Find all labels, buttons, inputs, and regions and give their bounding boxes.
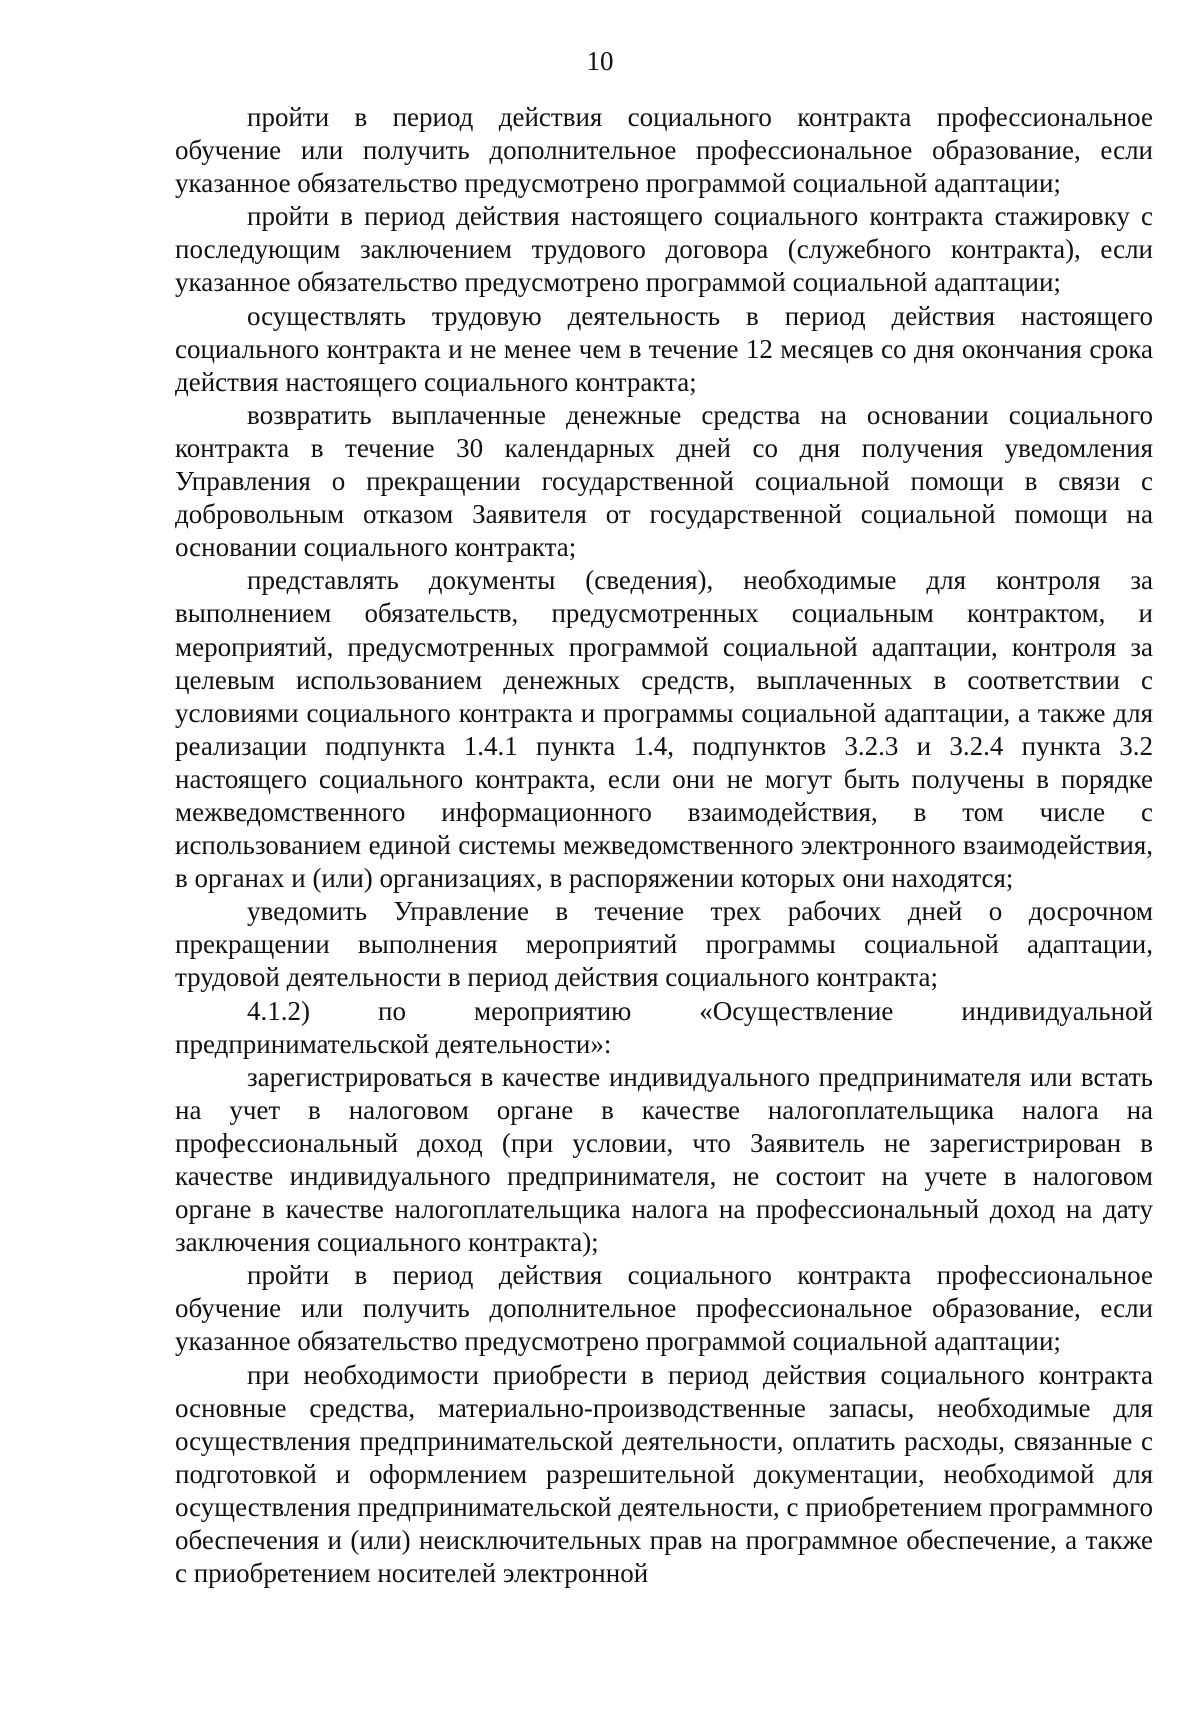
paragraph-professional-training: пройти в период действия социального контракта профессиональное обучение или получить дополнительное профессиональное образование, если указанное обязательство предусмотрено программой социальной адаптации; <box>175 102 1153 199</box>
paragraph-acquire-assets: при необходимости приобрести в период действия социального контракта основные средства, материально-производственные запасы, необходимые для осуществления предпринимательской деятельности, оплатить расходы, связанные с подготовкой и оформлением разрешительной документации, необходимой для осуществления предпринимательской деятельности, с приобретением программного обеспечения и (или) неисключительных прав на программное обеспечение, а также с приобретением носителей электронной <box>175 1359 1153 1589</box>
paragraph-register-entrepreneur: зарегистрироваться в качестве индивидуального предпринимателя или встать на учет в налоговом органе в качестве налогоплательщика налога на профессиональный доход (при условии, что Заявитель не зарегистрирован в качестве индивидуального предпринимателя, не состоит на учете в налоговом органе в качестве налогоплательщика налога на профессиональный доход на дату заключения социального контракта); <box>175 1061 1153 1258</box>
paragraph-subitem-4-1-2: 4.1.2) по мероприятию «Осуществление индивидуальной предпринимательской деятельности»: <box>175 995 1153 1059</box>
paragraph-professional-training-2: пройти в период действия социального контракта профессиональное обучение или получить дополнительное профессиональное образование, если указанное обязательство предусмотрено программой социальной адаптации; <box>175 1260 1153 1357</box>
paragraph-submit-documents: представлять документы (сведения), необходимые для контроля за выполнением обязательств, предусмотренных социальным контрактом, и мероприятий, предусмотренных программой социальной адаптации, контроля за целевым использованием денежных средств, выплаченных в соответствии с условиями социального контракта и программы социальной адаптации, а также для реализации подпункта 1.4.1 пункта 1.4, подпунктов 3.2.3 и 3.2.4 пункта 3.2 настоящего социального контракта, если они не могут быть получены в порядке межведомственного информационного взаимодействия, в том числе с использованием единой системы межведомственного электронного взаимодействия, в органах и (или) организациях, в распоряжении которых они находятся; <box>175 565 1153 894</box>
paragraph-labor-activity: осуществлять трудовую деятельность в период действия настоящего социального контракта и не менее чем в течение 12 месяцев со дня окончания срока действия настоящего социального контракта; <box>175 300 1153 397</box>
page-number: 10 <box>586 46 614 76</box>
paragraph-notify-management: уведомить Управление в течение трех рабочих дней о досрочном прекращении выполнения мероприятий программы социальной адаптации, трудовой деятельности в период действия социального контракта; <box>175 896 1153 993</box>
paragraph-return-funds: возвратить выплаченные денежные средства на основании социального контракта в течение 30 календарных дней со дня получения уведомления Управления о прекращении государственной социальной помощи в связи с добровольным отказом Заявителя от государственной социальной помощи на основании социального контракта; <box>175 399 1153 563</box>
document-body <box>175 101 1153 1590</box>
paragraph-internship: пройти в период действия настоящего социального контракта стажировку с последующим заключением трудового договора (служебного контракта), если указанное обязательство предусмотрено программой социальной адаптации; <box>175 201 1153 298</box>
